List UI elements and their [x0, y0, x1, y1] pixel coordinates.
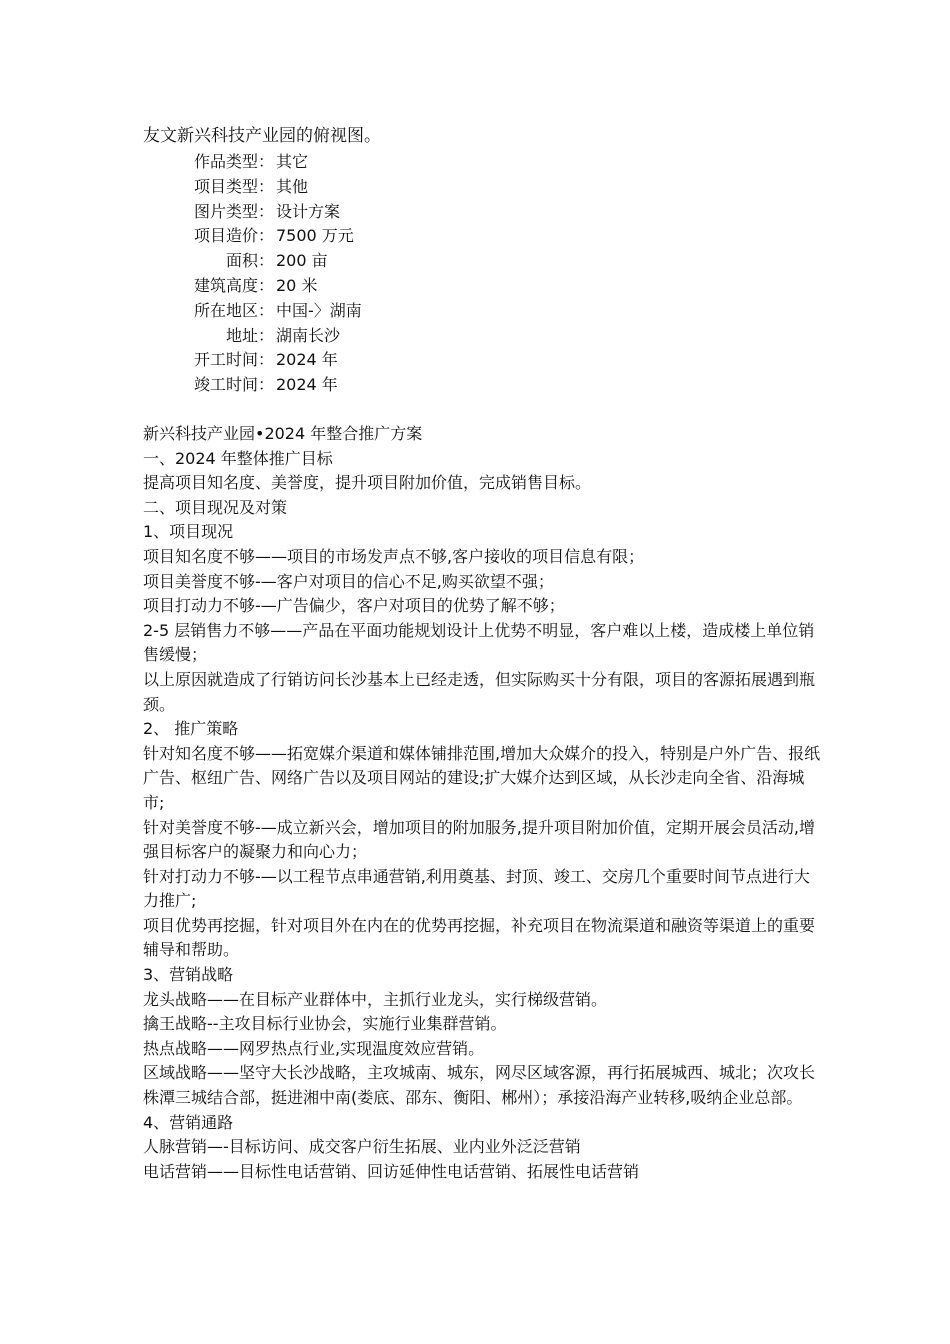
info-row-height: [143, 274, 362, 299]
info-row-start-time: [143, 348, 362, 373]
info-label: 项目造价：: [193, 226, 274, 246]
paragraph: 提高项目知名度、美誉度，提升项目附加价值，完成销售目标。: [143, 473, 592, 493]
info-label: 地址：: [225, 325, 274, 345]
info-row-image-type: [143, 200, 362, 225]
subsection-heading: 2、 推广策略: [143, 719, 239, 739]
plan-body: [143, 422, 823, 1184]
info-row-cost: [143, 224, 362, 249]
paragraph: 项目优势再挖掘，针对项目外在内在的优势再挖掘，补充项目在物流渠道和融资等渠道上的重要辅导和帮助。: [143, 915, 816, 960]
subsection-heading: 3、营销战略: [143, 965, 234, 985]
info-value: 20 米: [276, 275, 318, 295]
subsection-heading: 1、项目现况: [143, 522, 234, 542]
paragraph: 区域战略——坚守大长沙战略，主攻城南、城东，网尽区域客源，再行拓展城西、城北；次攻长株潭三城结合部，挺进湘中南(娄底、邵东、衡阳、郴州）；承接沿海产业转移,吸纳企业总部。: [143, 1063, 816, 1108]
project-info-list: [143, 150, 362, 398]
info-label: 建筑高度：: [193, 275, 274, 295]
info-value: 湖南长沙: [276, 325, 341, 345]
paragraph: 项目美誉度不够-—客户对项目的信心不足,购买欲望不强；: [143, 571, 554, 591]
info-value: 设计方案: [276, 201, 341, 221]
info-label: 竣工时间：: [193, 375, 274, 395]
section-heading: 一、2024 年整体推广目标: [143, 448, 333, 468]
info-value: 2024 年: [276, 350, 338, 370]
info-row-work-type: [143, 150, 362, 175]
info-value: 其它: [276, 152, 309, 171]
paragraph: 项目打动力不够-—广告偏少，客户对项目的优势了解不够；: [143, 596, 565, 616]
info-value: 2024 年: [276, 375, 338, 395]
info-value: 中国-〉湖南: [276, 300, 362, 320]
section-heading: 二、项目现况及对策: [143, 497, 288, 517]
paragraph: 龙头战略——在目标产业群体中，主抓行业龙头，实行梯级营销。: [143, 989, 608, 1009]
info-row-address: [143, 324, 362, 349]
info-row-end-time: [143, 373, 362, 398]
info-value: 7500 万元: [276, 226, 354, 246]
paragraph: 以上原因就造成了行销访问长沙基本上已经走透，但实际购买十分有限，项目的客源拓展遇到瓶颈。: [143, 669, 816, 714]
plan-title: 新兴科技产业园•2024 年整合推广方案: [143, 424, 423, 443]
paragraph: 项目知名度不够——项目的市场发声点不够,客户接收的项目信息有限；: [143, 546, 645, 566]
info-label: 开工时间：: [193, 350, 274, 370]
paragraph: 人脉营销—-目标访问、成交客户衍生拓展、业内业外泛泛营销: [143, 1137, 581, 1157]
paragraph: 电话营销——目标性电话营销、回访延伸性电话营销、拓展性电话营销: [143, 1161, 640, 1181]
info-value: 其他: [276, 176, 309, 196]
paragraph: 针对知名度不够——拓宽媒介渠道和媒体铺排范围,增加大众媒介的投入，特别是户外广告、报纸广告、枢纽广告、网络广告以及项目网站的建设;扩大媒介达到区域，从长沙走向全省、沿海城市;: [143, 743, 821, 812]
info-label: 所在地区：: [193, 300, 274, 320]
info-value: 200 亩: [276, 251, 328, 271]
paragraph: 针对打动力不够-—以工程节点串通营销,利用奠基、封顶、竣工、交房几个重要时间节点进行大力推广;: [143, 866, 810, 911]
image-caption: 友文新兴科技产业园的俯视图。: [143, 126, 381, 146]
paragraph: 擒王战略--主攻目标行业协会，实施行业集群营销。: [143, 1014, 507, 1034]
info-label: 作品类型：: [193, 152, 274, 171]
info-row-project-type: [143, 175, 362, 200]
info-label: 项目类型：: [193, 176, 274, 196]
info-label: 图片类型：: [193, 201, 274, 221]
info-row-region: [143, 299, 362, 324]
paragraph: 热点战略——网罗热点行业,实现温度效应营销。: [143, 1038, 485, 1058]
subsection-heading: 4、营销通路: [143, 1112, 234, 1132]
info-label: 面积：: [225, 251, 274, 271]
paragraph: 针对美誉度不够-—成立新兴会，增加项目的附加服务,提升项目附加价值，定期开展会员活动,增强目标客户的凝聚力和向心力；: [143, 817, 815, 862]
paragraph: 2-5 层销售力不够——产品在平面功能规划设计上优势不明显，客户难以上楼，造成楼上单位销售缓慢；: [143, 620, 815, 665]
info-row-area: [143, 249, 362, 274]
